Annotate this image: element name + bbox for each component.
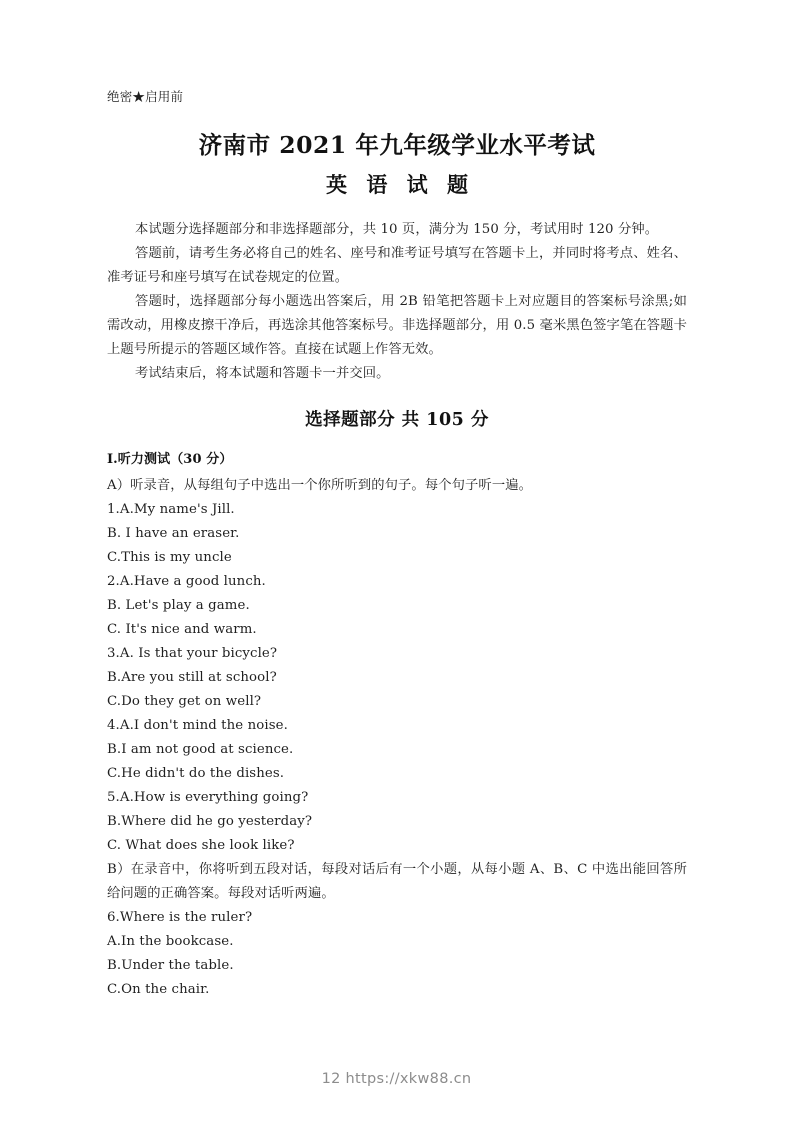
question-line: 5.A.How is everything going? xyxy=(107,790,309,805)
page-content xyxy=(107,88,687,1002)
question-line: C.Do they get on well? xyxy=(107,694,262,709)
footer-watermark: 12 https://xkw88.cn xyxy=(321,1071,472,1087)
question-line: C. What does she look like? xyxy=(107,838,295,853)
directions-part-a: A）听录音，从每组句子中选出一个你所听到的句子。每个句子听一遍。 xyxy=(107,478,533,493)
question-line: 1.A.My name's Jill. xyxy=(107,502,235,517)
question-line: C.On the chair. xyxy=(107,982,210,997)
instruction-paragraph: 考试结束后，将本试题和答题卡一并交回。 xyxy=(135,366,390,381)
question-line: 3.A. Is that your bicycle? xyxy=(107,646,278,661)
question-line: C. It's nice and warm. xyxy=(107,622,257,637)
section-heading: 选择题部分 共 105 分 xyxy=(305,410,489,430)
question-line: A.In the bookcase. xyxy=(107,934,234,949)
question-line: 4.A.I don't mind the noise. xyxy=(107,718,288,733)
instruction-paragraph: 本试题分选择题部分和非选择题部分，共 10 页，满分为 150 分，考试用时 120 分钟。 xyxy=(135,222,659,237)
question-line: B.Under the table. xyxy=(107,958,234,973)
instruction-paragraph: 答题时，选择题部分每小题选出答案后，用 2B 铅笔把答题卡上对应题目的答案标号涂黑;如需改动，用橡皮擦干净后，再选涂其他答案标号。非选择题部分，用 0.5 毫米黑色签字笔在答题卡上题号所提示的答题区域作答。直接在试题上作答无效。 xyxy=(107,294,687,357)
page-subtitle: 英 语 试 题 xyxy=(326,173,474,197)
question-line: B.Where did he go yesterday? xyxy=(107,814,313,829)
question-line: C.This is my uncle xyxy=(107,550,232,565)
instruction-paragraph: 答题前，请考生务必将自己的姓名、座号和准考证号填写在答题卡上，并同时将考点、姓名、准考证号和座号填写在试卷规定的位置。 xyxy=(107,246,687,285)
question-line: B.I am not good at science. xyxy=(107,742,294,757)
part-heading-listening: I.听力测试（30 分） xyxy=(107,452,233,467)
security-notice: 绝密★启用前 xyxy=(107,89,184,104)
question-line: C.He didn't do the dishes. xyxy=(107,766,285,781)
page-title: 济南市 2021 年九年级学业水平考试 xyxy=(198,131,596,159)
question-line: B. Let's play a game. xyxy=(107,598,250,613)
question-line: B.Are you still at school? xyxy=(107,670,277,685)
question-line: 2.A.Have a good lunch. xyxy=(107,574,266,589)
question-line: B. I have an eraser. xyxy=(107,526,240,541)
page-footer xyxy=(0,1068,793,1089)
directions-part-b: B）在录音中，你将听到五段对话，每段对话后有一个小题，从每小题 A、B、C 中选出能回答所给问题的正确答案。每段对话听两遍。 xyxy=(107,862,687,901)
question-line: 6.Where is the ruler? xyxy=(107,910,253,925)
